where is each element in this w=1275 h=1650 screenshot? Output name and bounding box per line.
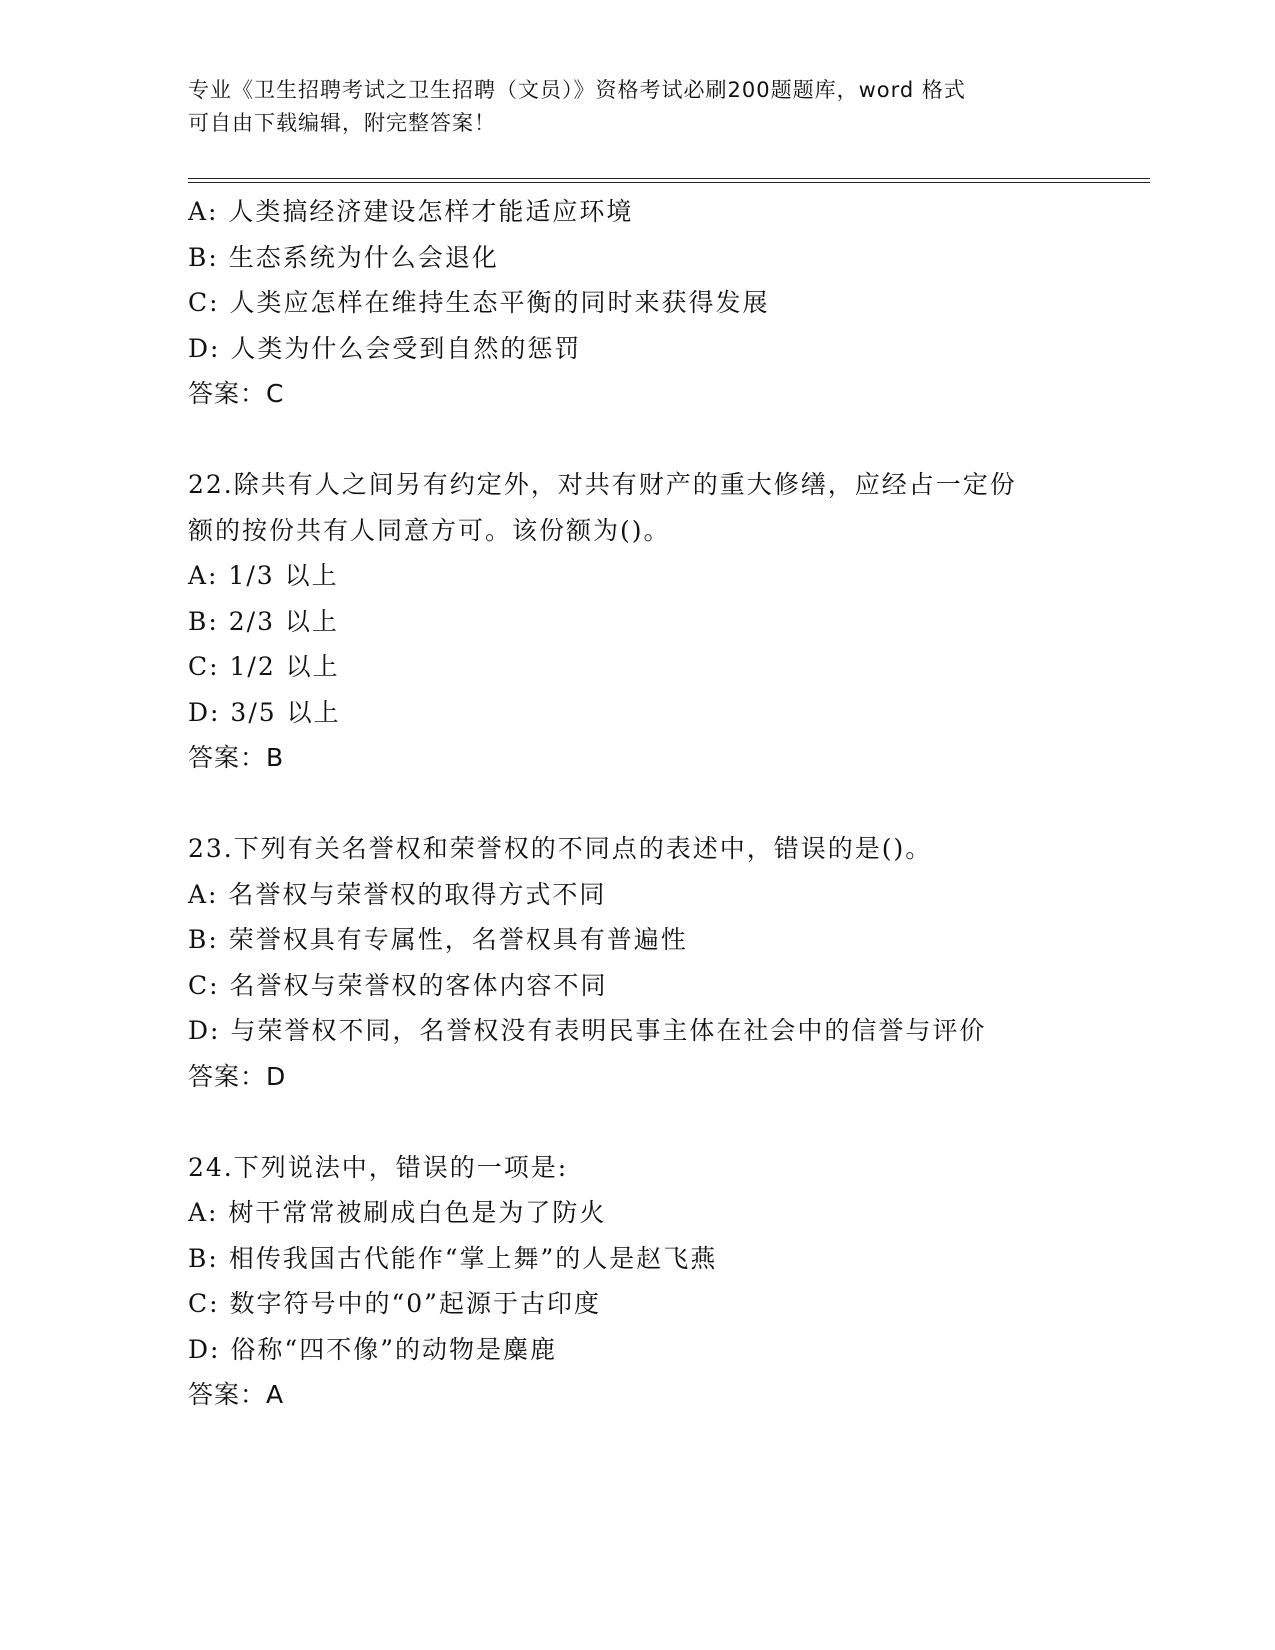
question-24 [188,1145,1148,1418]
question-23 [188,826,1148,1099]
question-list [188,189,1148,1418]
spacer [188,781,1148,827]
question-22 [188,462,1148,781]
option-b: B: 荣誉权具有专属性，名誉权具有普遍性 [188,925,688,954]
spacer [188,417,1148,463]
option-b: B: 生态系统为什么会退化 [188,242,499,272]
document-header [188,74,1088,140]
option-c: C: 数字符号中的“0”起源于古印度 [188,1289,601,1318]
question-stem: 23.下列有关名誉权和荣誉权的不同点的表述中，错误的是()。 [188,834,933,863]
option-d: D: 人类为什么会受到自然的惩罚 [188,333,582,363]
header-line-1: 专业《卫生招聘考试之卫生招聘（文员）》资格考试必刷200题题库，word 格式 [188,78,966,102]
answer: 答案：D [188,1061,287,1091]
option-d: D: 3/5 以上 [188,697,341,727]
question-stem-line-2: 额的按份共有人同意方可。该份额为()。 [188,515,671,545]
option-b: B: 相传我国古代能作“掌上舞”的人是赵飞燕 [188,1243,718,1273]
answer: 答案：C [188,379,285,408]
option-a: A: 人类搞经济建设怎样才能适应环境 [188,197,634,226]
option-d: D: 俗称“四不像”的动物是麋鹿 [188,1334,557,1364]
header-line-2: 可自由下载编辑，附完整答案！ [188,111,496,135]
option-a: A: 名誉权与荣誉权的取得方式不同 [188,879,607,909]
option-c: C: 人类应怎样在维持生态平衡的同时来获得发展 [188,288,770,317]
option-b: B: 2/3 以上 [188,606,339,636]
option-a: A: 1/3 以上 [188,561,339,590]
option-d: D: 与荣誉权不同，名誉权没有表明民事主体在社会中的信誉与评价 [188,1016,987,1045]
answer: 答案：B [188,743,285,772]
header-rule-bottom [188,182,1150,183]
question-stem: 24.下列说法中，错误的一项是: [188,1152,569,1182]
question-stem-line-1: 22.除共有人之间另有约定外，对共有财产的重大修缮，应经占一定份 [188,470,1017,499]
question-21 [188,189,1148,417]
option-a: A: 树干常常被刷成白色是为了防火 [188,1198,607,1227]
header-rule-top [188,178,1150,179]
spacer [188,1099,1148,1145]
option-c: C: 1/2 以上 [188,652,340,681]
option-c: C: 名誉权与荣誉权的客体内容不同 [188,970,608,1000]
answer: 答案：A [188,1380,285,1409]
